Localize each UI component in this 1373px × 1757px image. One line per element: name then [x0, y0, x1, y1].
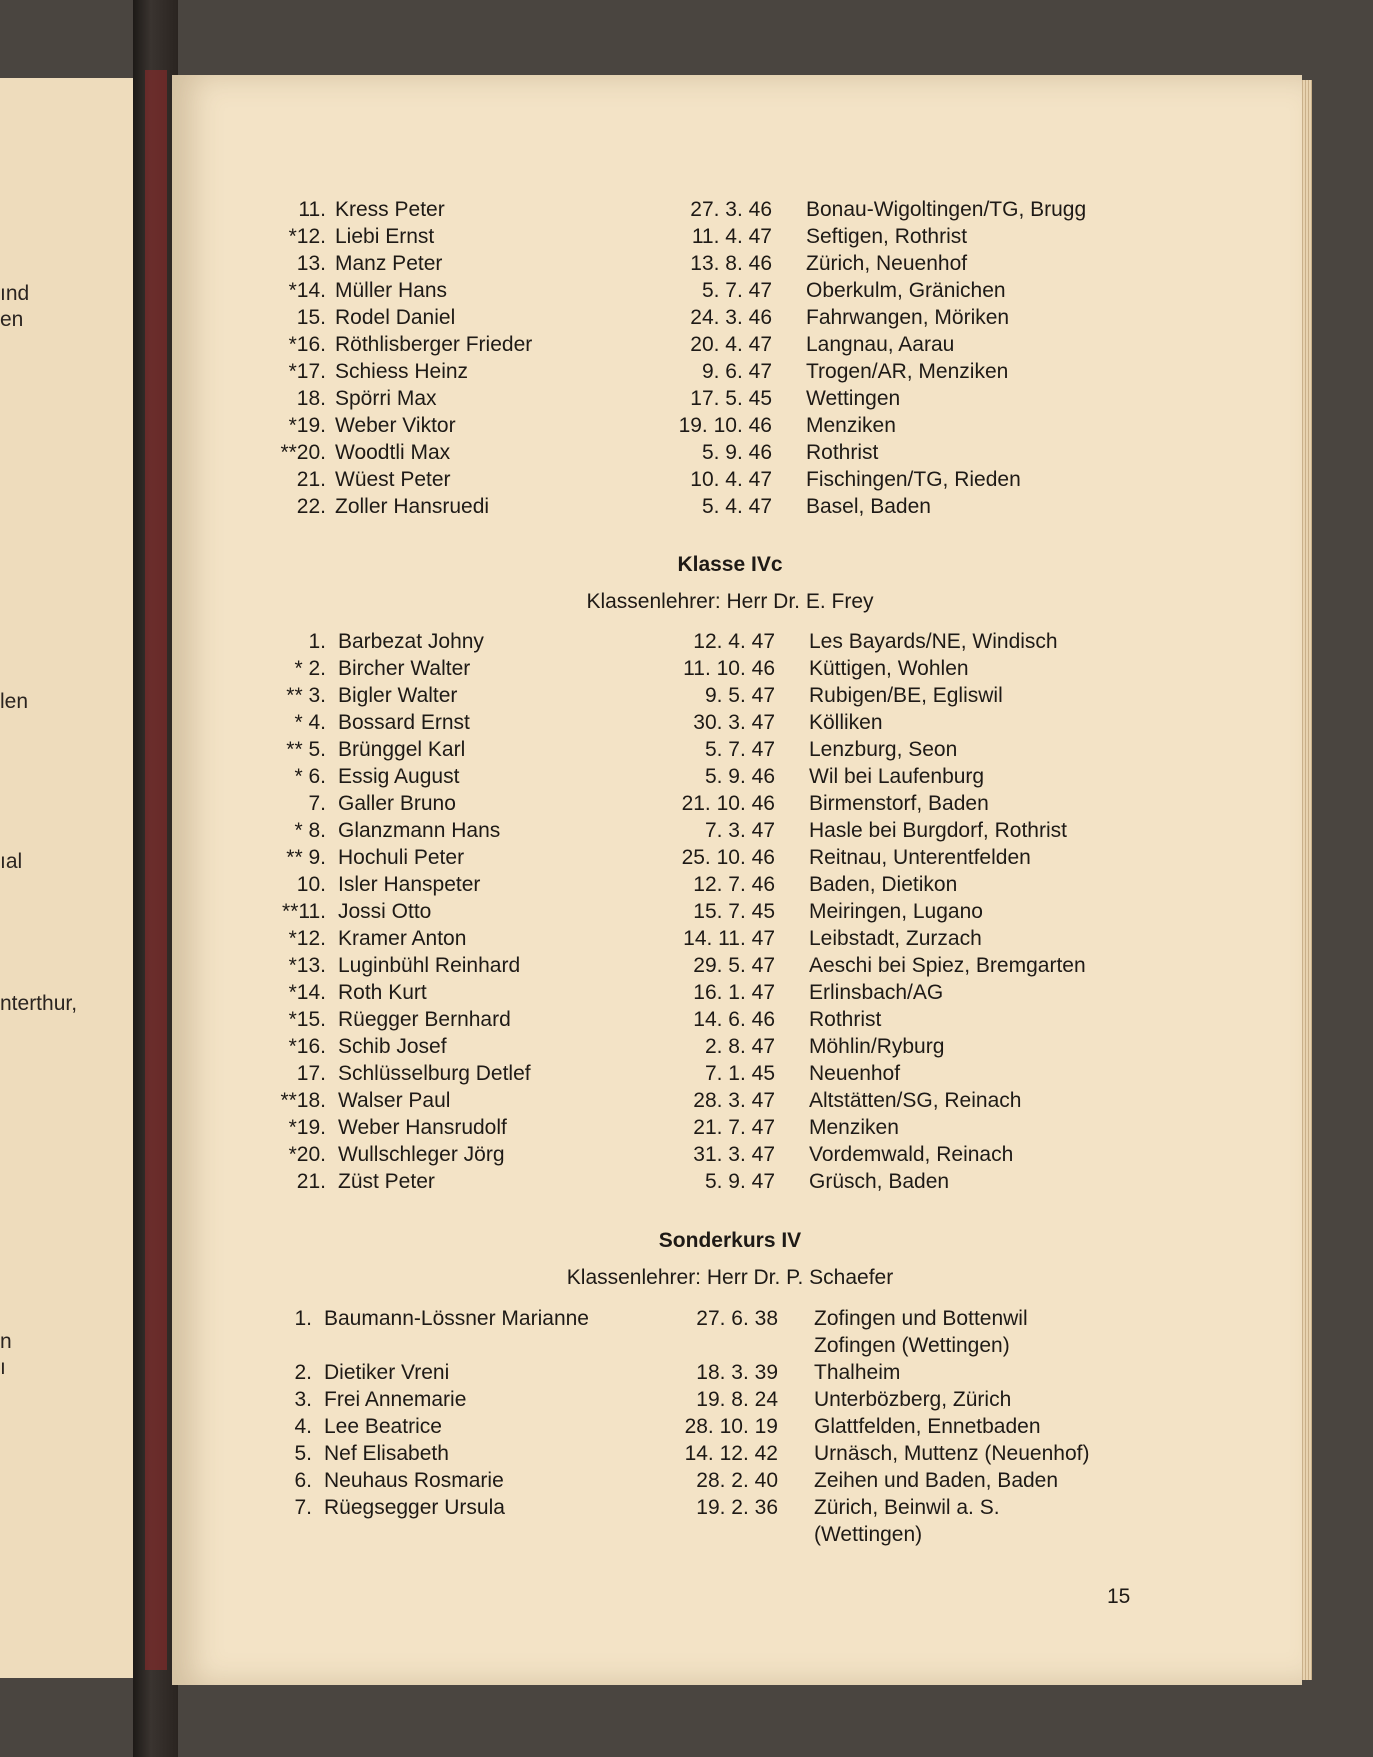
section1-num: 22. — [296, 495, 326, 518]
klasse-ivc-place: Rothrist — [809, 1008, 882, 1031]
klasse-ivc-date: 14. 11. 47 — [683, 927, 775, 950]
section1-row — [172, 306, 1292, 333]
section1-row — [172, 279, 1292, 306]
klasse-ivc-row — [172, 630, 1292, 657]
sonderkurs-row — [172, 1415, 1292, 1442]
klasse-ivc-name: Schlüsselburg Detlef — [338, 1062, 531, 1085]
sonderkurs-place: Zofingen und Bottenwil — [814, 1307, 1028, 1330]
klasse-ivc-row — [172, 657, 1292, 684]
section1-date: 19. 10. 46 — [678, 414, 772, 437]
section1-date: 5. 9. 46 — [701, 441, 772, 464]
klasse-ivc-row — [172, 927, 1292, 954]
section1-place: Langnau, Aarau — [806, 333, 955, 356]
section1-row — [172, 225, 1292, 252]
klasse-ivc-name: Barbezat Johny — [338, 630, 484, 653]
sonderkurs-date: 28. 2. 40 — [696, 1469, 778, 1492]
sonderkurs-num: 6. — [294, 1469, 312, 1492]
left-page-fragment: ınd — [0, 282, 30, 305]
klasse-ivc-num: **18. — [280, 1089, 326, 1112]
left-page-fragment: nterthur, — [0, 992, 78, 1015]
klasse-ivc-row — [172, 819, 1292, 846]
klasse-ivc-place: Rubigen/BE, Egliswil — [809, 684, 1003, 707]
klasse-ivc-place: Meiringen, Lugano — [809, 900, 983, 923]
klasse-ivc-name: Roth Kurt — [338, 981, 427, 1004]
section1-num: 13. — [296, 252, 326, 275]
klasse-ivc-name: Schib Josef — [338, 1035, 447, 1058]
klasse-ivc-place: Altstätten/SG, Reinach — [809, 1089, 1022, 1112]
sonderkurs-place: Thalheim — [814, 1361, 901, 1384]
klasse-ivc-place: Leibstadt, Zurzach — [809, 927, 982, 950]
klasse-ivc-date: 28. 3. 47 — [693, 1089, 775, 1112]
section1-place: Wettingen — [806, 387, 901, 410]
section1-place: Basel, Baden — [806, 495, 931, 518]
klasse-ivc-name: Brünggel Karl — [338, 738, 466, 761]
left-page-fragment: n — [0, 1330, 12, 1353]
klasse-ivc-place: Kölliken — [809, 711, 883, 734]
klasse-ivc-num: ** 5. — [286, 738, 326, 761]
klasse-ivc-date: 14. 6. 46 — [693, 1008, 775, 1031]
klasse-ivc-name: Galler Bruno — [338, 792, 456, 815]
sonderkurs-heading: Sonderkurs IV — [658, 1229, 802, 1252]
klasse-ivc-teacher: Klassenlehrer: Herr Dr. E. Frey — [586, 590, 874, 613]
klasse-ivc-place: Menziken — [809, 1116, 899, 1139]
sonderkurs-row-continued — [172, 1334, 1292, 1361]
sonderkurs-place-continued: Zofingen (Wettingen) — [814, 1334, 1010, 1357]
klasse-ivc-date: 11. 10. 46 — [683, 657, 775, 680]
klasse-ivc-date: 31. 3. 47 — [693, 1143, 775, 1166]
klasse-ivc-date: 7. 3. 47 — [704, 819, 775, 842]
section1-place: Seftigen, Rothrist — [806, 225, 968, 248]
klasse-ivc-date: 16. 1. 47 — [693, 981, 775, 1004]
klasse-ivc-num: 1. — [308, 630, 326, 653]
section1-num: *12. — [288, 225, 326, 248]
left-page-fragment: ıal — [0, 850, 23, 873]
section1-place: Trogen/AR, Menziken — [806, 360, 1009, 383]
klasse-ivc-place: Les Bayards/NE, Windisch — [809, 630, 1058, 653]
sonderkurs-row — [172, 1361, 1292, 1388]
klasse-ivc-place: Wil bei Laufenburg — [809, 765, 985, 788]
sonderkurs-row — [172, 1469, 1292, 1496]
section1-row — [172, 414, 1292, 441]
klasse-ivc-row — [172, 684, 1292, 711]
section1-name: Zoller Hansruedi — [335, 495, 490, 518]
klasse-ivc-date: 30. 3. 47 — [693, 711, 775, 734]
klasse-ivc-name: Glanzmann Hans — [338, 819, 501, 842]
section1-name: Manz Peter — [335, 252, 443, 275]
klasse-ivc-row — [172, 792, 1292, 819]
section1-row — [172, 360, 1292, 387]
klasse-ivc-row — [172, 1008, 1292, 1035]
klasse-ivc-place: Möhlin/Ryburg — [809, 1035, 945, 1058]
sonderkurs-date: 14. 12. 42 — [684, 1442, 778, 1465]
klasse-ivc-place: Neuenhof — [809, 1062, 901, 1085]
sonderkurs-name: Baumann-Lössner Marianne — [324, 1307, 589, 1330]
klasse-ivc-name: Luginbühl Reinhard — [338, 954, 521, 977]
section1-place: Bonau-Wigoltingen/TG, Brugg — [806, 198, 1087, 221]
klasse-ivc-row — [172, 1143, 1292, 1170]
klasse-ivc-num: *15. — [288, 1008, 326, 1031]
left-page-fragment: ı — [0, 1356, 6, 1379]
sonderkurs-place: Zeihen und Baden, Baden — [814, 1469, 1059, 1492]
section1-name: Weber Viktor — [335, 414, 456, 437]
section1-num: **20. — [280, 441, 326, 464]
klasse-ivc-place: Erlinsbach/AG — [809, 981, 944, 1004]
sonderkurs-date: 19. 8. 24 — [696, 1388, 778, 1411]
section1-date: 9. 6. 47 — [701, 360, 772, 383]
sonderkurs-teacher: Klassenlehrer: Herr Dr. P. Schaefer — [566, 1266, 894, 1289]
sonderkurs-date: 19. 2. 36 — [696, 1496, 778, 1519]
section1-name: Wüest Peter — [335, 468, 451, 491]
page-number: 15 — [1107, 1585, 1131, 1608]
sonderkurs-num: 4. — [294, 1415, 312, 1438]
left-page-fragment: len — [0, 690, 29, 713]
klasse-ivc-name: Isler Hanspeter — [338, 873, 481, 896]
section1-name: Spörri Max — [335, 387, 437, 410]
klasse-ivc-num: *19. — [288, 1116, 326, 1139]
klasse-ivc-name: Bigler Walter — [338, 684, 458, 707]
klasse-ivc-name: Wullschleger Jörg — [338, 1143, 505, 1166]
klasse-ivc-num: 7. — [308, 792, 326, 815]
section1-num: 15. — [296, 306, 326, 329]
sonderkurs-num: 5. — [294, 1442, 312, 1465]
section1-date: 20. 4. 47 — [690, 333, 772, 356]
section1-row — [172, 468, 1292, 495]
sonderkurs-name: Dietiker Vreni — [324, 1361, 450, 1384]
section1-name: Rodel Daniel — [335, 306, 456, 329]
klasse-ivc-date: 7. 1. 45 — [704, 1062, 775, 1085]
section1-name: Kress Peter — [335, 198, 445, 221]
klasse-ivc-name: Essig August — [338, 765, 460, 788]
klasse-ivc-date: 15. 7. 45 — [693, 900, 775, 923]
section1-name: Woodtli Max — [335, 441, 451, 464]
klasse-ivc-name: Rüegger Bernhard — [338, 1008, 511, 1031]
right-page — [172, 75, 1302, 1685]
section1-date: 27. 3. 46 — [690, 198, 772, 221]
section1-num: 21. — [296, 468, 326, 491]
klasse-ivc-heading: Klasse IVc — [677, 553, 783, 576]
section1-name: Röthlisberger Frieder — [335, 333, 533, 356]
klasse-ivc-date: 5. 9. 46 — [704, 765, 775, 788]
klasse-ivc-name: Weber Hansrudolf — [338, 1116, 507, 1139]
klasse-ivc-date: 9. 5. 47 — [704, 684, 775, 707]
section1-name: Müller Hans — [335, 279, 448, 302]
klasse-ivc-row — [172, 1170, 1292, 1197]
klasse-ivc-num: ** 3. — [286, 684, 326, 707]
klasse-ivc-place: Lenzburg, Seon — [809, 738, 958, 761]
klasse-ivc-date: 5. 9. 47 — [704, 1170, 775, 1193]
klasse-ivc-num: ** 9. — [286, 846, 326, 869]
section1-place: Menziken — [806, 414, 896, 437]
klasse-ivc-name: Bircher Walter — [338, 657, 471, 680]
sonderkurs-row-continued — [172, 1523, 1292, 1550]
sonderkurs-name: Lee Beatrice — [324, 1415, 442, 1438]
klasse-ivc-num: * 6. — [294, 765, 326, 788]
section1-name: Schiess Heinz — [335, 360, 469, 383]
section1-row — [172, 333, 1292, 360]
klasse-ivc-row — [172, 900, 1292, 927]
sonderkurs-row — [172, 1388, 1292, 1415]
sonderkurs-row — [172, 1496, 1292, 1523]
sonderkurs-num: 3. — [294, 1388, 312, 1411]
klasse-ivc-num: **11. — [282, 900, 326, 923]
sonderkurs-date: 18. 3. 39 — [696, 1361, 778, 1384]
klasse-ivc-row — [172, 738, 1292, 765]
klasse-ivc-place: Grüsch, Baden — [809, 1170, 950, 1193]
klasse-ivc-date: 25. 10. 46 — [681, 846, 775, 869]
klasse-ivc-date: 5. 7. 47 — [704, 738, 775, 761]
klasse-ivc-place: Hasle bei Burgdorf, Rothrist — [809, 819, 1067, 842]
klasse-ivc-num: *14. — [288, 981, 326, 1004]
sonderkurs-place-continued: (Wettingen) — [814, 1523, 923, 1546]
section1-num: *16. — [288, 333, 326, 356]
klasse-ivc-num: * 4. — [294, 711, 326, 734]
klasse-ivc-row — [172, 873, 1292, 900]
klasse-ivc-date: 12. 4. 47 — [693, 630, 775, 653]
klasse-ivc-date: 21. 7. 47 — [693, 1116, 775, 1139]
klasse-ivc-row — [172, 1089, 1292, 1116]
section1-place: Rothrist — [806, 441, 879, 464]
klasse-ivc-row — [172, 1035, 1292, 1062]
klasse-ivc-num: * 8. — [294, 819, 326, 842]
section1-num: 18. — [296, 387, 326, 410]
klasse-ivc-num: *12. — [288, 927, 326, 950]
sonderkurs-num: 7. — [294, 1496, 312, 1519]
sonderkurs-name: Frei Annemarie — [324, 1388, 467, 1411]
klasse-ivc-date: 12. 7. 46 — [693, 873, 775, 896]
section1-num: *14. — [288, 279, 326, 302]
section1-num: 11. — [298, 198, 326, 221]
klasse-ivc-row — [172, 765, 1292, 792]
section1-date: 10. 4. 47 — [690, 468, 772, 491]
klasse-ivc-place: Birmenstorf, Baden — [809, 792, 989, 815]
section1-row — [172, 495, 1292, 522]
klasse-ivc-name: Jossi Otto — [338, 900, 432, 923]
sonderkurs-name: Rüegsegger Ursula — [324, 1496, 505, 1519]
klasse-ivc-num: *16. — [288, 1035, 326, 1058]
section1-date: 5. 7. 47 — [701, 279, 772, 302]
klasse-ivc-num: *13. — [288, 954, 326, 977]
sonderkurs-place: Zürich, Beinwil a. S. — [814, 1496, 1000, 1519]
klasse-ivc-date: 2. 8. 47 — [704, 1035, 775, 1058]
klasse-ivc-row — [172, 1116, 1292, 1143]
klasse-ivc-name: Hochuli Peter — [338, 846, 465, 869]
klasse-ivc-num: 17. — [296, 1062, 326, 1085]
sonderkurs-num: 2. — [294, 1361, 312, 1384]
klasse-ivc-num: 21. — [296, 1170, 326, 1193]
section1-place: Oberkulm, Gränichen — [806, 279, 1006, 302]
sonderkurs-date: 27. 6. 38 — [696, 1307, 778, 1330]
spine-binding — [145, 70, 167, 1670]
klasse-ivc-row — [172, 711, 1292, 738]
klasse-ivc-place: Aeschi bei Spiez, Bremgarten — [809, 954, 1086, 977]
sonderkurs-name: Neuhaus Rosmarie — [324, 1469, 504, 1492]
klasse-ivc-place: Baden, Dietikon — [809, 873, 958, 896]
section1-place: Zürich, Neuenhof — [806, 252, 968, 275]
klasse-ivc-place: Küttigen, Wohlen — [809, 657, 969, 680]
section1-num: *19. — [288, 414, 326, 437]
section1-name: Liebi Ernst — [335, 225, 435, 248]
klasse-ivc-name: Walser Paul — [338, 1089, 451, 1112]
section1-row — [172, 387, 1292, 414]
section1-row — [172, 198, 1292, 225]
section1-date: 11. 4. 47 — [691, 225, 772, 248]
sonderkurs-num: 1. — [294, 1307, 312, 1330]
section1-row — [172, 252, 1292, 279]
klasse-ivc-place: Reitnau, Unterentfelden — [809, 846, 1031, 869]
klasse-ivc-num: *20. — [288, 1143, 326, 1166]
klasse-ivc-place: Vordemwald, Reinach — [809, 1143, 1014, 1166]
sonderkurs-row — [172, 1307, 1292, 1334]
section1-date: 5. 4. 47 — [701, 495, 772, 518]
klasse-ivc-date: 21. 10. 46 — [681, 792, 775, 815]
klasse-ivc-num: 10. — [296, 873, 326, 896]
section1-row — [172, 441, 1292, 468]
sonderkurs-date: 28. 10. 19 — [684, 1415, 778, 1438]
section1-date: 17. 5. 45 — [690, 387, 772, 410]
sonderkurs-row — [172, 1442, 1292, 1469]
klasse-ivc-row — [172, 981, 1292, 1008]
sonderkurs-name: Nef Elisabeth — [324, 1442, 449, 1465]
klasse-ivc-row — [172, 954, 1292, 981]
klasse-ivc-name: Bossard Ernst — [338, 711, 470, 734]
section1-date: 13. 8. 46 — [690, 252, 772, 275]
section1-num: *17. — [288, 360, 326, 383]
sonderkurs-place: Glattfelden, Ennetbaden — [814, 1415, 1041, 1438]
klasse-ivc-name: Kramer Anton — [338, 927, 467, 950]
klasse-ivc-row — [172, 846, 1292, 873]
section1-place: Fischingen/TG, Rieden — [806, 468, 1021, 491]
section1-date: 24. 3. 46 — [690, 306, 772, 329]
klasse-ivc-row — [172, 1062, 1292, 1089]
sonderkurs-place: Unterbözberg, Zürich — [814, 1388, 1012, 1411]
klasse-ivc-date: 29. 5. 47 — [693, 954, 775, 977]
left-page-fragment: en — [0, 308, 24, 331]
sonderkurs-place: Urnäsch, Muttenz (Neuenhof) — [814, 1442, 1090, 1465]
klasse-ivc-num: * 2. — [294, 657, 326, 680]
section1-place: Fahrwangen, Möriken — [806, 306, 1010, 329]
klasse-ivc-name: Züst Peter — [338, 1170, 435, 1193]
